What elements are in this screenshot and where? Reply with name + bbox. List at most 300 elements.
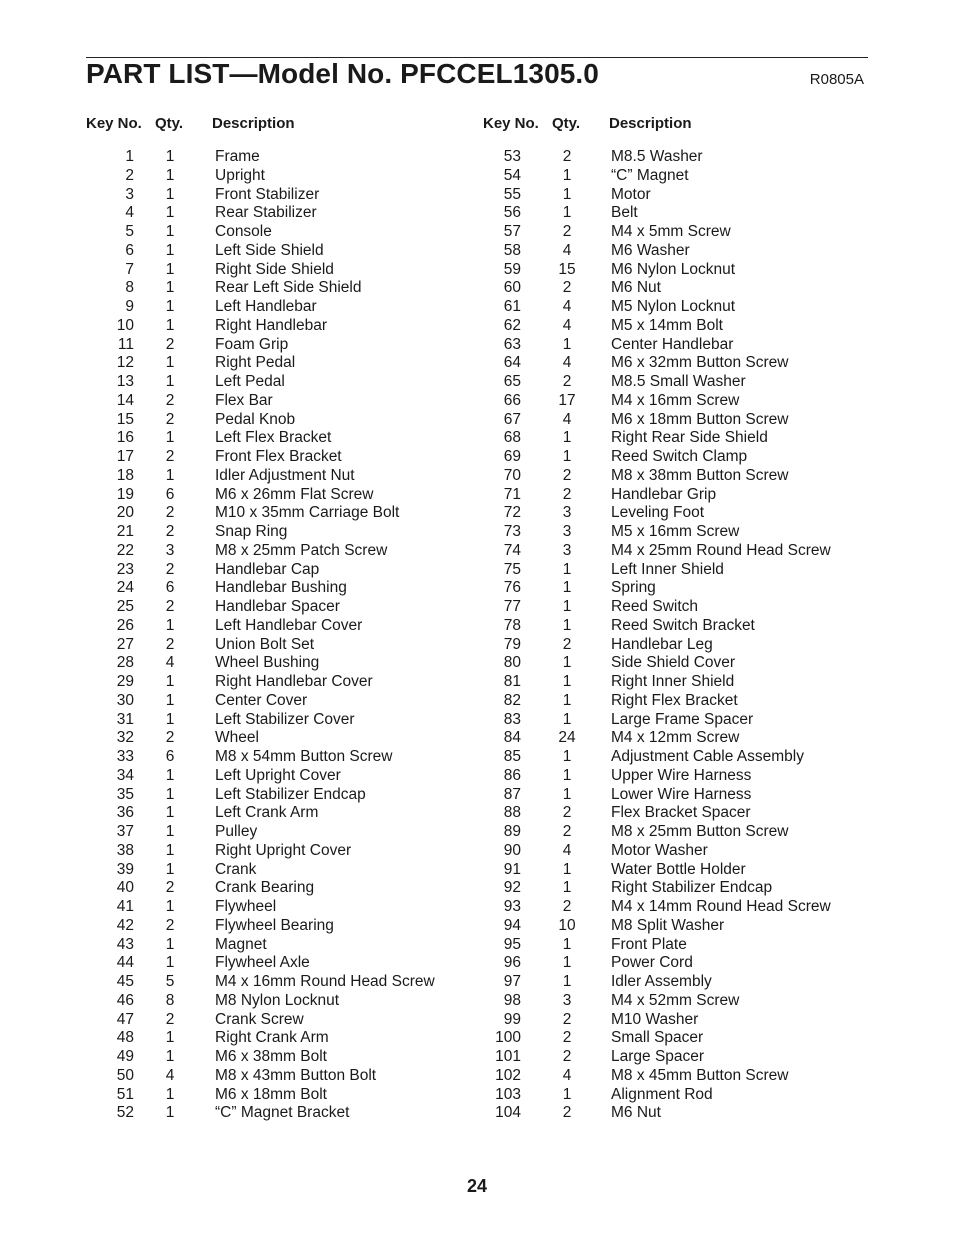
qty-cell: 1 xyxy=(165,241,175,259)
qty-cell: 1 xyxy=(562,860,572,878)
table-row xyxy=(86,223,466,242)
qty-cell: 4 xyxy=(562,316,572,334)
key-no-cell: 62 xyxy=(503,316,521,334)
key-no-cell: 30 xyxy=(116,691,134,709)
description-cell: M8 Split Washer xyxy=(611,916,725,934)
description-cell: M5 Nylon Locknut xyxy=(611,298,736,315)
description-cell: Right Stabilizer Endcap xyxy=(611,879,773,897)
description-cell: M8.5 Small Washer xyxy=(611,373,746,390)
description-cell: Right Side Shield xyxy=(215,260,334,278)
description-cell: Flex Bracket Spacer xyxy=(611,804,751,822)
key-no-cell: 76 xyxy=(503,579,521,597)
table-row xyxy=(483,186,868,205)
qty-cell: 2 xyxy=(562,1048,572,1065)
description-cell: Left Crank Arm xyxy=(215,804,319,822)
table-row xyxy=(483,973,868,992)
key-no-cell: 39 xyxy=(116,860,134,878)
qty-cell: 4 xyxy=(562,298,572,315)
qty-header: Qty. xyxy=(155,115,184,132)
table-row xyxy=(86,692,466,711)
key-no-cell: 56 xyxy=(503,204,521,222)
description-cell: Flex Bar xyxy=(215,391,273,409)
table-row xyxy=(86,204,466,223)
description-cell: Center Cover xyxy=(215,691,308,709)
table-row xyxy=(86,579,466,598)
key-no-cell: 6 xyxy=(125,241,134,259)
qty-cell: 1 xyxy=(562,560,572,578)
key-no-cell: 72 xyxy=(503,504,521,522)
description-cell: M6 x 32mm Button Screw xyxy=(611,354,789,372)
qty-cell: 2 xyxy=(165,635,175,653)
key-no-cell: 48 xyxy=(116,1029,134,1047)
qty-cell: 2 xyxy=(562,635,572,653)
key-no-cell: 38 xyxy=(116,841,134,859)
qty-cell: 4 xyxy=(562,241,572,259)
description-cell: Small Spacer xyxy=(611,1029,704,1047)
key-no-cell: 2 xyxy=(125,166,134,184)
table-row xyxy=(483,1011,868,1030)
key-no-cell: 14 xyxy=(116,391,134,409)
description-cell: Front Plate xyxy=(611,935,687,953)
qty-cell: 3 xyxy=(562,541,572,559)
key-no-cell: 44 xyxy=(116,954,134,972)
description-cell: M8 x 25mm Patch Screw xyxy=(215,541,388,559)
key-no-header: Key No. xyxy=(86,115,142,132)
key-no-cell: 12 xyxy=(116,354,134,372)
description-cell: Leveling Foot xyxy=(611,504,705,522)
table-row xyxy=(483,1104,868,1123)
key-no-cell: 13 xyxy=(116,373,134,390)
key-no-cell: 47 xyxy=(116,1010,134,1028)
qty-cell: 3 xyxy=(562,991,572,1009)
qty-cell: 2 xyxy=(562,466,572,484)
description-cell: Upright xyxy=(215,166,265,184)
description-cell: Left Handlebar Cover xyxy=(215,616,363,634)
description-cell: Right Handlebar Cover xyxy=(215,673,373,690)
description-cell: Center Handlebar xyxy=(611,335,734,353)
key-no-cell: 1 xyxy=(125,148,134,165)
qty-cell: 2 xyxy=(562,898,572,915)
table-row xyxy=(483,392,868,411)
description-cell: M8 x 25mm Button Screw xyxy=(611,823,789,840)
key-no-cell: 82 xyxy=(503,691,521,709)
table-row xyxy=(86,298,466,317)
key-no-cell: 69 xyxy=(503,448,521,465)
table-row xyxy=(86,542,466,561)
table-row xyxy=(483,448,868,467)
table-row xyxy=(483,148,868,167)
table-row xyxy=(86,1029,466,1048)
key-no-cell: 24 xyxy=(116,579,134,597)
qty-cell: 3 xyxy=(562,523,572,540)
description-cell: Rear Left Side Shield xyxy=(215,279,362,297)
qty-cell: 10 xyxy=(558,916,576,934)
key-no-cell: 78 xyxy=(503,616,521,634)
qty-cell: 1 xyxy=(165,298,175,315)
table-row xyxy=(483,317,868,336)
description-cell: Pulley xyxy=(215,823,258,840)
table-row xyxy=(483,279,868,298)
key-no-cell: 97 xyxy=(503,973,521,990)
key-no-cell: 73 xyxy=(503,523,521,540)
qty-cell: 2 xyxy=(562,148,572,165)
description-cell: Flywheel xyxy=(215,898,277,915)
description-cell: Right Crank Arm xyxy=(215,1029,329,1047)
description-cell: Wheel xyxy=(215,729,259,747)
key-no-cell: 27 xyxy=(116,635,134,653)
table-row xyxy=(86,936,466,955)
table-row xyxy=(86,598,466,617)
description-cell: Snap Ring xyxy=(215,523,288,540)
key-no-cell: 65 xyxy=(503,373,521,390)
key-no-cell: 21 xyxy=(116,523,134,540)
key-no-cell: 88 xyxy=(503,804,521,822)
qty-cell: 1 xyxy=(562,335,572,353)
table-row xyxy=(86,1048,466,1067)
key-no-cell: 42 xyxy=(116,916,134,934)
key-no-cell: 10 xyxy=(116,316,134,334)
description-cell: Left Upright Cover xyxy=(215,766,341,784)
description-cell: Left Inner Shield xyxy=(611,560,724,578)
key-no-cell: 71 xyxy=(503,485,521,503)
table-row xyxy=(86,467,466,486)
key-no-cell: 32 xyxy=(116,729,134,747)
key-no-cell: 40 xyxy=(116,879,134,897)
parts-list-left xyxy=(86,148,466,1123)
key-no-cell: 84 xyxy=(503,729,521,747)
table-row xyxy=(86,767,466,786)
table-row xyxy=(86,842,466,861)
description-cell: M6 x 18mm Bolt xyxy=(215,1085,327,1103)
qty-cell: 6 xyxy=(165,748,175,765)
key-no-cell: 55 xyxy=(503,185,521,203)
description-cell: Left Stabilizer Cover xyxy=(215,710,355,728)
description-cell: Flywheel Axle xyxy=(215,954,310,972)
description-cell: M6 Nylon Locknut xyxy=(611,260,736,278)
description-cell: M6 x 18mm Button Screw xyxy=(611,410,789,428)
table-row xyxy=(483,936,868,955)
description-cell: Crank xyxy=(215,860,257,878)
table-row xyxy=(86,242,466,261)
table-row xyxy=(86,561,466,580)
qty-cell: 2 xyxy=(165,729,175,747)
qty-cell: 1 xyxy=(165,260,175,278)
key-no-cell: 57 xyxy=(503,223,521,240)
description-cell: Motor Washer xyxy=(611,841,708,859)
table-row xyxy=(86,373,466,392)
qty-cell: 1 xyxy=(562,879,572,897)
key-no-cell: 100 xyxy=(495,1029,521,1047)
table-row xyxy=(483,711,868,730)
description-cell: M6 x 26mm Flat Screw xyxy=(215,485,374,503)
key-no-cell: 16 xyxy=(116,429,134,447)
description-cell: M8 x 54mm Button Screw xyxy=(215,748,393,765)
qty-cell: 1 xyxy=(165,841,175,859)
key-no-cell: 94 xyxy=(503,916,521,934)
qty-cell: 1 xyxy=(165,954,175,972)
table-row xyxy=(483,411,868,430)
qty-cell: 3 xyxy=(562,504,572,522)
table-row xyxy=(86,1067,466,1086)
key-no-cell: 101 xyxy=(495,1048,521,1065)
qty-cell: 2 xyxy=(165,598,175,615)
description-cell: M8 x 43mm Button Bolt xyxy=(215,1066,377,1084)
description-cell: Handlebar Cap xyxy=(215,560,320,578)
description-cell: Pedal Knob xyxy=(215,410,296,428)
table-row xyxy=(86,279,466,298)
table-row xyxy=(483,542,868,561)
qty-cell: 2 xyxy=(562,823,572,840)
key-no-cell: 4 xyxy=(125,204,134,222)
description-cell: M4 x 14mm Round Head Screw xyxy=(611,898,831,915)
description-cell: Adjustment Cable Assembly xyxy=(611,748,804,765)
key-no-cell: 35 xyxy=(116,785,134,803)
key-no-cell: 36 xyxy=(116,804,134,822)
description-cell: Magnet xyxy=(215,935,267,953)
description-cell: M8 x 38mm Button Screw xyxy=(611,466,789,484)
qty-cell: 1 xyxy=(165,429,175,447)
description-cell: M6 Nut xyxy=(611,279,661,297)
description-cell: Union Bolt Set xyxy=(215,635,315,653)
qty-cell: 4 xyxy=(562,1066,572,1084)
description-cell: Wheel Bushing xyxy=(215,654,320,672)
table-row xyxy=(483,729,868,748)
qty-cell: 2 xyxy=(165,523,175,540)
key-no-cell: 41 xyxy=(116,898,134,915)
description-cell: M6 x 38mm Bolt xyxy=(215,1048,327,1065)
table-row xyxy=(483,861,868,880)
table-row xyxy=(86,617,466,636)
key-no-header: Key No. xyxy=(483,115,539,132)
qty-cell: 2 xyxy=(165,879,175,897)
qty-cell: 1 xyxy=(165,148,175,165)
qty-cell: 1 xyxy=(562,204,572,222)
description-cell: Left Pedal xyxy=(215,373,285,390)
key-no-cell: 51 xyxy=(116,1085,134,1103)
table-row xyxy=(483,879,868,898)
description-cell: Reed Switch Clamp xyxy=(611,448,748,465)
key-no-cell: 86 xyxy=(503,766,521,784)
key-no-cell: 64 xyxy=(503,354,521,372)
table-row xyxy=(86,804,466,823)
key-no-cell: 67 xyxy=(503,410,521,428)
table-row xyxy=(483,823,868,842)
qty-cell: 2 xyxy=(562,373,572,390)
key-no-cell: 93 xyxy=(503,898,521,915)
qty-cell: 1 xyxy=(165,166,175,184)
table-row xyxy=(483,373,868,392)
key-no-cell: 23 xyxy=(116,560,134,578)
key-no-cell: 99 xyxy=(503,1010,521,1028)
description-cell: Front Flex Bracket xyxy=(215,448,342,465)
key-no-cell: 95 xyxy=(503,935,521,953)
key-no-cell: 60 xyxy=(503,279,521,297)
qty-cell: 15 xyxy=(558,260,576,278)
qty-cell: 1 xyxy=(562,616,572,634)
key-no-cell: 104 xyxy=(495,1104,521,1122)
description-cell: M10 Washer xyxy=(611,1010,699,1028)
table-row xyxy=(483,486,868,505)
qty-cell: 4 xyxy=(562,410,572,428)
description-cell: Water Bottle Holder xyxy=(611,860,746,878)
table-row xyxy=(86,336,466,355)
qty-cell: 1 xyxy=(165,898,175,915)
qty-cell: 1 xyxy=(562,935,572,953)
key-no-cell: 92 xyxy=(503,879,521,897)
qty-cell: 1 xyxy=(562,766,572,784)
key-no-cell: 103 xyxy=(495,1085,521,1103)
table-row xyxy=(483,336,868,355)
parts-list-right xyxy=(483,148,868,1123)
description-cell: M4 x 25mm Round Head Screw xyxy=(611,541,831,559)
key-no-cell: 70 xyxy=(503,466,521,484)
qty-cell: 2 xyxy=(165,335,175,353)
key-no-cell: 58 xyxy=(503,241,521,259)
key-no-cell: 7 xyxy=(125,260,134,278)
parts-column-left xyxy=(86,113,466,1123)
description-cell: Rear Stabilizer xyxy=(215,204,317,222)
qty-cell: 1 xyxy=(165,223,175,240)
key-no-cell: 79 xyxy=(503,635,521,653)
table-row xyxy=(483,354,868,373)
qty-cell: 1 xyxy=(165,823,175,840)
description-cell: Right Upright Cover xyxy=(215,841,352,859)
table-row xyxy=(86,729,466,748)
key-no-cell: 28 xyxy=(116,654,134,672)
key-no-cell: 49 xyxy=(116,1048,134,1065)
key-no-cell: 25 xyxy=(116,598,134,615)
qty-cell: 1 xyxy=(165,673,175,690)
table-row xyxy=(86,954,466,973)
qty-cell: 1 xyxy=(165,860,175,878)
key-no-cell: 37 xyxy=(116,823,134,840)
key-no-cell: 83 xyxy=(503,710,521,728)
table-row xyxy=(483,1029,868,1048)
qty-cell: 2 xyxy=(562,804,572,822)
page-number: 24 xyxy=(466,1176,488,1196)
table-row xyxy=(483,1048,868,1067)
table-row xyxy=(483,917,868,936)
document-code: R0805A xyxy=(809,71,864,88)
qty-cell: 4 xyxy=(562,354,572,372)
qty-cell: 1 xyxy=(562,691,572,709)
qty-cell: 17 xyxy=(558,391,576,409)
qty-cell: 1 xyxy=(562,448,572,465)
qty-cell: 1 xyxy=(165,616,175,634)
qty-cell: 2 xyxy=(165,410,175,428)
table-row xyxy=(86,879,466,898)
table-row xyxy=(86,486,466,505)
table-row xyxy=(86,992,466,1011)
description-cell: Handlebar Leg xyxy=(611,635,713,653)
key-no-cell: 53 xyxy=(503,148,521,165)
qty-cell: 1 xyxy=(165,1029,175,1047)
description-cell: Lower Wire Harness xyxy=(611,785,752,803)
description-cell: Crank Bearing xyxy=(215,879,315,897)
key-no-cell: 19 xyxy=(116,485,134,503)
qty-cell: 2 xyxy=(165,1010,175,1028)
table-row xyxy=(483,804,868,823)
description-cell: Flywheel Bearing xyxy=(215,916,334,934)
key-no-cell: 96 xyxy=(503,954,521,972)
table-row xyxy=(86,167,466,186)
table-row xyxy=(86,523,466,542)
description-cell: Crank Screw xyxy=(215,1010,304,1028)
description-cell: M4 x 16mm Round Head Screw xyxy=(215,973,435,990)
description-cell: Side Shield Cover xyxy=(611,654,736,672)
key-no-cell: 74 xyxy=(503,541,521,559)
table-row xyxy=(483,167,868,186)
description-cell: Left Stabilizer Endcap xyxy=(215,785,366,803)
table-row xyxy=(86,148,466,167)
key-no-cell: 80 xyxy=(503,654,521,672)
description-cell: Belt xyxy=(611,204,638,222)
key-no-cell: 45 xyxy=(116,973,134,990)
qty-cell: 2 xyxy=(165,448,175,465)
table-row xyxy=(86,186,466,205)
qty-cell: 1 xyxy=(165,466,175,484)
key-no-cell: 11 xyxy=(117,335,134,353)
description-cell: “C” Magnet Bracket xyxy=(215,1104,350,1122)
description-cell: M4 x 16mm Screw xyxy=(611,391,740,409)
qty-header: Qty. xyxy=(552,115,581,132)
qty-cell: 1 xyxy=(562,598,572,615)
description-cell: Front Stabilizer xyxy=(215,185,320,203)
table-row xyxy=(483,786,868,805)
table-row xyxy=(86,786,466,805)
qty-cell: 1 xyxy=(165,691,175,709)
description-cell: M6 Nut xyxy=(611,1104,661,1122)
qty-cell: 1 xyxy=(562,579,572,597)
qty-cell: 24 xyxy=(558,729,576,747)
table-row xyxy=(86,317,466,336)
column-header xyxy=(483,113,868,135)
qty-cell: 1 xyxy=(165,354,175,372)
description-cell: Right Inner Shield xyxy=(611,673,735,690)
description-cell: Upper Wire Harness xyxy=(611,766,752,784)
qty-cell: 8 xyxy=(165,991,175,1009)
table-row xyxy=(86,917,466,936)
table-row xyxy=(86,861,466,880)
description-header: Description xyxy=(609,115,692,132)
description-cell: Idler Adjustment Nut xyxy=(215,466,355,484)
qty-cell: 2 xyxy=(562,1104,572,1122)
qty-cell: 2 xyxy=(562,485,572,503)
qty-cell: 1 xyxy=(165,766,175,784)
description-cell: Left Flex Bracket xyxy=(215,429,332,447)
description-cell: M6 Washer xyxy=(611,241,690,259)
qty-cell: 1 xyxy=(165,935,175,953)
qty-cell: 1 xyxy=(165,710,175,728)
qty-cell: 6 xyxy=(165,485,175,503)
key-no-cell: 9 xyxy=(125,298,134,315)
table-row xyxy=(483,579,868,598)
qty-cell: 1 xyxy=(165,1085,175,1103)
qty-cell: 1 xyxy=(562,673,572,690)
key-no-cell: 29 xyxy=(116,673,134,690)
table-row xyxy=(483,673,868,692)
key-no-cell: 52 xyxy=(116,1104,134,1122)
key-no-cell: 31 xyxy=(116,710,134,728)
table-row xyxy=(86,654,466,673)
qty-cell: 2 xyxy=(562,223,572,240)
key-no-cell: 77 xyxy=(503,598,521,615)
key-no-cell: 8 xyxy=(125,279,134,297)
qty-cell: 1 xyxy=(165,785,175,803)
table-row xyxy=(483,617,868,636)
description-cell: Right Pedal xyxy=(215,354,296,372)
table-row xyxy=(483,992,868,1011)
